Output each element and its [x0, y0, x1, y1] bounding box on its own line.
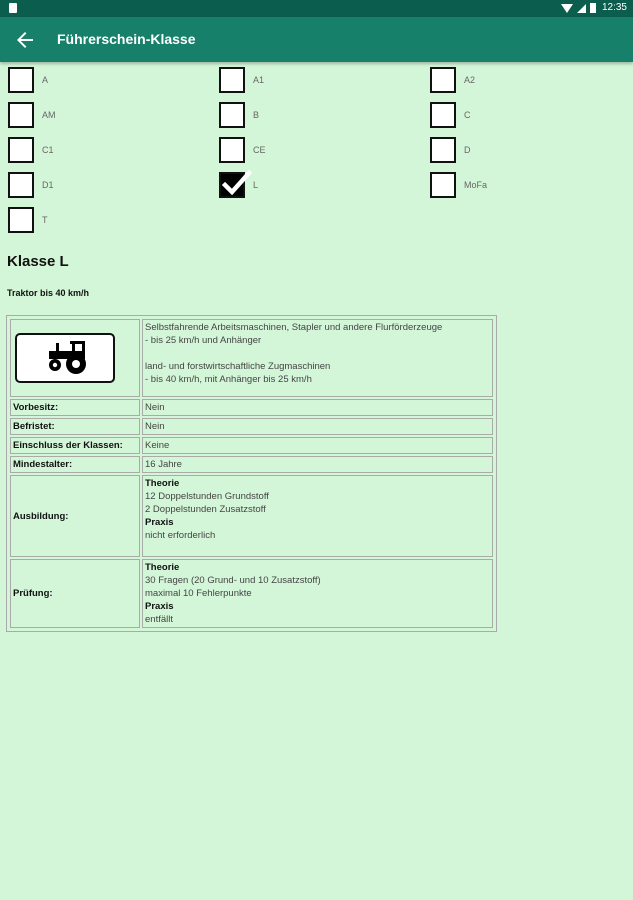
class-label: C	[464, 110, 471, 120]
row-key: Mindestalter:	[10, 456, 140, 473]
class-info-table	[6, 315, 497, 632]
table-row	[10, 418, 493, 435]
row-value: Keine	[142, 437, 493, 454]
row-key: Befristet:	[10, 418, 140, 435]
value-line: nicht erforderlich	[145, 530, 216, 541]
description-line: Selbstfahrende Arbeitsmaschinen, Stapler und andere Flurförderzeuge	[145, 322, 443, 333]
checkbox[interactable]	[8, 67, 34, 93]
wifi-icon	[561, 4, 573, 13]
description-spacer	[145, 347, 490, 360]
checkbox[interactable]	[8, 207, 34, 233]
class-label: MoFa	[464, 180, 488, 190]
table-row	[10, 559, 493, 628]
class-label: A2	[464, 75, 476, 85]
checkbox[interactable]	[430, 137, 456, 163]
table-row	[10, 475, 493, 557]
description-cell	[142, 319, 493, 397]
class-label: T	[42, 215, 48, 225]
description-line: - bis 40 km/h, mit Anhänger bis 25 km/h	[145, 374, 312, 385]
back-arrow-icon[interactable]	[13, 28, 37, 52]
class-label: L	[253, 180, 259, 190]
class-label: C1	[42, 145, 54, 155]
signal-icon	[577, 4, 586, 13]
class-label: AM	[42, 110, 56, 120]
checkmark-icon	[222, 170, 252, 196]
table-row	[10, 319, 493, 397]
sign-cell	[10, 319, 140, 397]
section-label: Theorie	[145, 478, 180, 489]
checkbox[interactable]	[8, 102, 34, 128]
checkbox[interactable]	[219, 102, 245, 128]
table-row	[10, 399, 493, 416]
checkbox[interactable]	[430, 102, 456, 128]
checkbox-checked[interactable]	[219, 172, 245, 198]
class-label: CE	[253, 145, 266, 155]
section-label: Praxis	[145, 601, 174, 612]
row-value	[142, 559, 493, 628]
section-label: Theorie	[145, 562, 180, 573]
status-icons	[561, 2, 627, 13]
row-key: Vorbesitz:	[10, 399, 140, 416]
table-row	[10, 437, 493, 454]
value-line: entfällt	[145, 614, 173, 625]
description-line: land- und forstwirtschaftliche Zugmaschinen	[145, 361, 331, 372]
app-bar	[0, 17, 633, 62]
class-label: A1	[253, 75, 265, 85]
value-line: 30 Fragen (20 Grund- und 10 Zusatzstoff)	[145, 575, 321, 586]
row-value: Nein	[142, 399, 493, 416]
battery-icon	[590, 3, 596, 13]
checkbox[interactable]	[430, 67, 456, 93]
class-label: D1	[42, 180, 54, 190]
checkbox[interactable]	[219, 67, 245, 93]
status-bar	[0, 0, 633, 17]
checkbox[interactable]	[430, 172, 456, 198]
row-key: Einschluss der Klassen:	[10, 437, 140, 454]
class-label: B	[253, 110, 260, 120]
value-line: maximal 10 Fehlerpunkte	[145, 588, 252, 599]
row-value: Nein	[142, 418, 493, 435]
status-time: 12:35	[601, 2, 627, 13]
notification-icon	[9, 3, 17, 13]
section-label: Praxis	[145, 517, 174, 528]
class-subtitle: Traktor bis 40 km/h	[7, 288, 90, 298]
tractor-sign	[15, 333, 115, 383]
tractor-icon	[43, 341, 91, 377]
value-line: 2 Doppelstunden Zusatzstoff	[145, 504, 266, 515]
value-line: 12 Doppelstunden Grundstoff	[145, 491, 269, 502]
description-line: - bis 25 km/h und Anhänger	[145, 335, 262, 346]
page-title: Führerschein-Klasse	[57, 31, 196, 47]
checkbox[interactable]	[8, 172, 34, 198]
checkbox[interactable]	[219, 137, 245, 163]
checkbox[interactable]	[8, 137, 34, 163]
row-value	[142, 475, 493, 557]
row-value: 16 Jahre	[142, 456, 493, 473]
row-key: Ausbildung:	[10, 475, 140, 557]
class-heading: Klasse L	[7, 253, 69, 270]
class-label: A	[42, 75, 49, 85]
row-key: Prüfung:	[10, 559, 140, 628]
table-row	[10, 456, 493, 473]
class-label: D	[464, 145, 471, 155]
